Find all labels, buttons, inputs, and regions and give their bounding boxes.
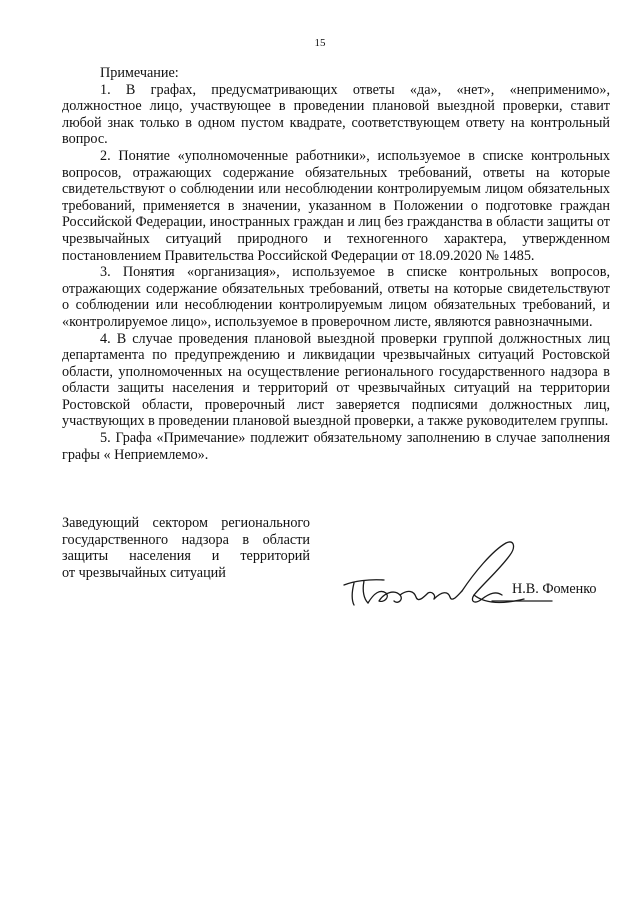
signer-position-line: Заведующий сектором регионального	[62, 515, 310, 531]
signature-drawing	[324, 533, 554, 613]
signer-position-line: защиты населения и территорий	[62, 548, 310, 565]
note-item-3: 3. Понятия «организация», используемое в списке контрольных вопросов, отражающих содержание обязательных требований, ответы на которые свидетельствуют о соблюдении или несоблюдении контролируемым лицом обязательных требований, и «контролируемое лицо», используемое в проверочном листе, являются равнозначными.	[62, 264, 610, 330]
signer-name: Н.В. Фоменко	[512, 581, 597, 597]
signature-block	[62, 515, 610, 605]
note-item-2: 2. Понятие «уполномоченные работники», используемое в списке контрольных вопросов, отражающих содержание обязательных требований, ответы на которые свидетельствуют о соблюдении или несоблюдении контролируемым лицом обязательных требований, применяется в значении, указанном в Положении о подготовке граждан Российской Федерации, иностранных граждан и лиц без гражданства в области защиты от чрезвычайных ситуаций природного и техногенного характера, утвержденном постановлением Правительства Российской Федерации от 18.09.2020 № 1485.	[62, 147, 610, 264]
handwritten-signature	[324, 533, 554, 613]
page-number: 15	[314, 37, 326, 49]
signer-position	[62, 515, 310, 581]
signer-position-line: государственного надзора в области	[62, 531, 310, 548]
note-heading: Примечание:	[100, 65, 179, 81]
signer-position-line: от чрезвычайных ситуаций	[62, 564, 226, 581]
note-item-5: 5. Графа «Примечание» подлежит обязательному заполнению в случае заполнения графы « Неприемлемо».	[62, 430, 610, 463]
note-section	[62, 65, 610, 463]
note-item-4: 4. В случае проведения плановой выездной проверки группой должностных лиц департамента по предупреждению и ликвидации чрезвычайных ситуаций Ростовской области, уполномоченных на осуществление регионального государственного надзора в области защиты населения и территорий от чрезвычайных ситуаций на территории Ростовской области, проверочный лист заверяется подписями должностных лиц, участвующих в проведении плановой выездной проверки, а также руководителем группы.	[62, 330, 610, 430]
note-item-1: 1. В графах, предусматривающих ответы «да», «нет», «неприменимо», должностное лицо, участвующее в проведении плановой выездной проверки, ставит любой знак только в одном пустом квадрате, соответствующем ответу на контрольный вопрос.	[62, 81, 610, 148]
